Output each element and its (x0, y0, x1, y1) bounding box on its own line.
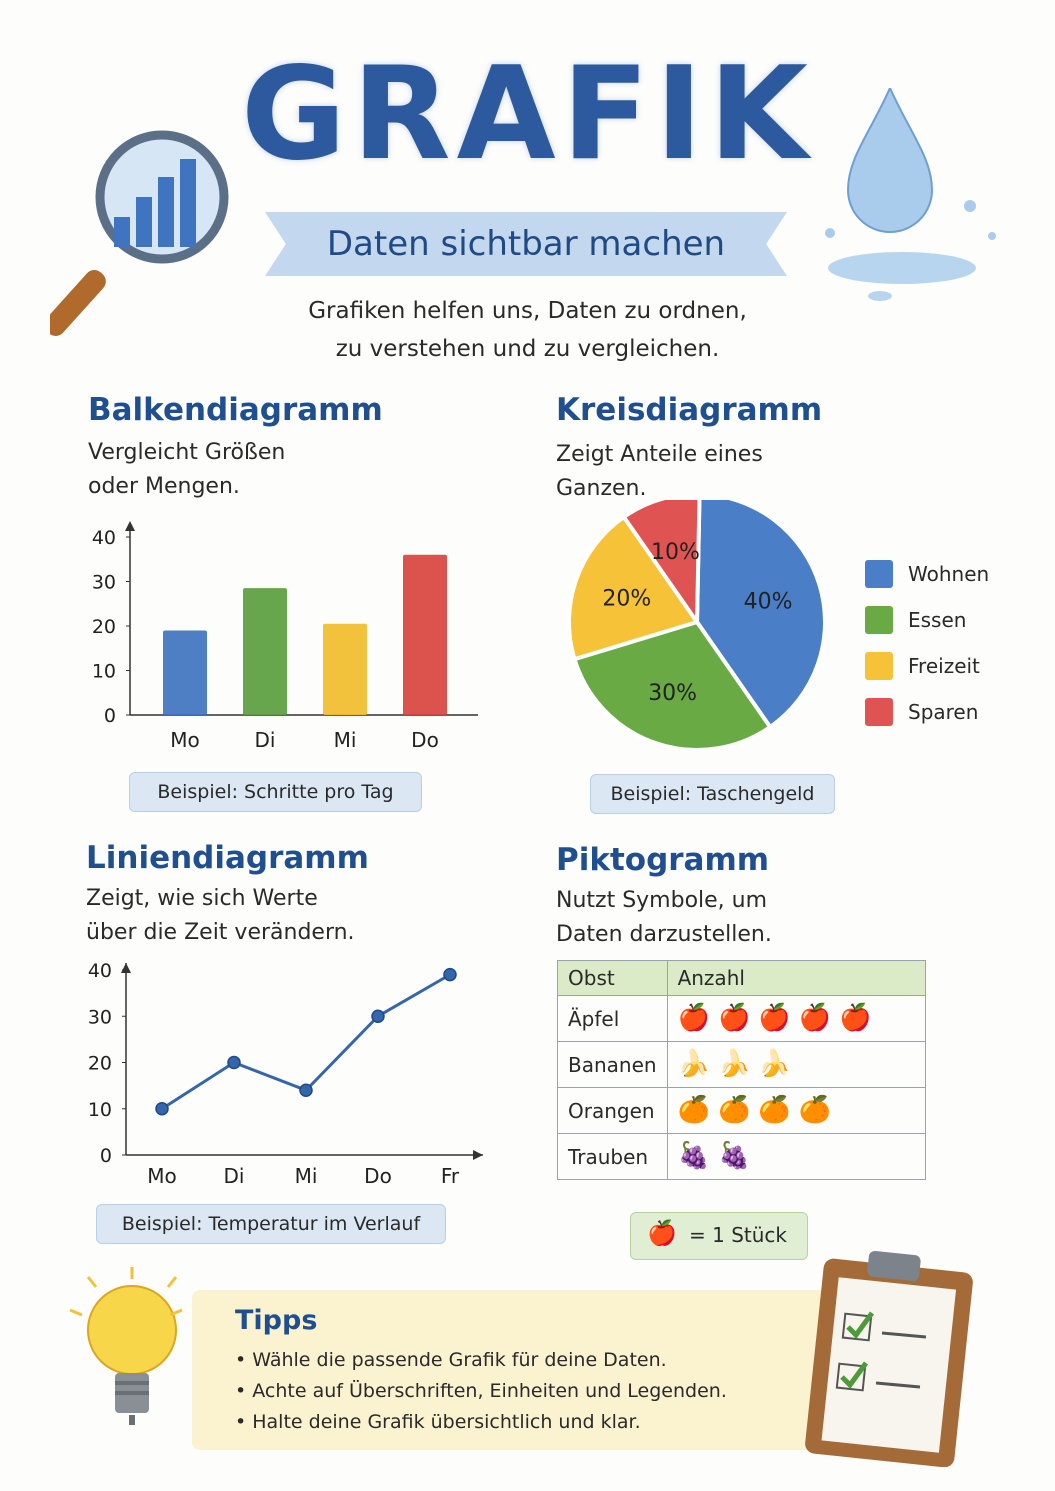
legend-swatch (865, 606, 893, 634)
fruit-symbols (667, 1088, 925, 1134)
table-row (558, 1088, 926, 1134)
x-tick-label: Mi (333, 728, 357, 752)
legend-label: Essen (908, 608, 967, 632)
legend-label: Sparen (908, 700, 979, 724)
bar-chart (80, 515, 490, 760)
y-tick-label: 20 (91, 616, 116, 638)
data-point (444, 969, 456, 981)
banana-icon: 🍌 (717, 1049, 751, 1079)
picto-heading: Piktogramm (556, 842, 770, 878)
fruit-name: Bananen (558, 1042, 668, 1088)
data-point (372, 1010, 384, 1022)
apple-icon: 🍎 (839, 1003, 872, 1033)
intro-line-1: Grafiken helfen uns, Daten zu ordnen, (308, 298, 747, 324)
bar-desc-line-1: Vergleicht Größen (88, 440, 286, 465)
col-header-fruit: Obst (558, 961, 668, 996)
x-tick-label: Fr (440, 1164, 460, 1188)
pie-value-label: 20% (602, 586, 652, 612)
y-tick-label: 40 (91, 527, 116, 549)
bar-example-label: Beispiel: Schritte pro Tag (129, 772, 422, 812)
x-tick-label: Mi (294, 1164, 318, 1188)
y-tick-label: 10 (91, 660, 116, 683)
apple-icon: 🍎 (677, 1003, 710, 1033)
y-axis-arrow (125, 521, 135, 531)
bar-description (88, 436, 408, 504)
grapes-icon: 🍇 (677, 1141, 710, 1171)
x-tick-label: Do (411, 728, 439, 752)
y-tick-label: 30 (87, 1006, 112, 1029)
apple-icon: 🍎 (717, 1003, 751, 1033)
y-tick-label: 20 (87, 1052, 112, 1075)
tips-title: Tipps (235, 1305, 318, 1336)
line-heading: Liniendiagramm (86, 840, 369, 876)
x-tick-label: Di (254, 728, 276, 752)
data-point (300, 1084, 312, 1096)
pie-description (556, 438, 876, 506)
apple-icon: 🍎 (798, 1003, 832, 1033)
orange-icon: 🍊 (758, 1095, 791, 1125)
x-tick-label: Mo (170, 728, 200, 752)
legend-label: Wohnen (908, 562, 990, 586)
x-tick-label: Di (223, 1164, 245, 1188)
line-example-label: Beispiel: Temperatur im Verlauf (96, 1204, 446, 1244)
legend-swatch (865, 560, 893, 588)
pictogram-table (557, 960, 926, 1180)
legend-swatch (865, 652, 893, 680)
legend-swatch (865, 698, 893, 726)
lightbulb-icon (60, 1265, 190, 1440)
pie-value-label: 30% (648, 681, 698, 707)
intro-text (0, 292, 1055, 368)
pie-value-label: 40% (743, 589, 793, 615)
y-tick-label: 10 (87, 1098, 112, 1121)
fruit-name: Äpfel (558, 996, 668, 1042)
fruit-symbols (667, 996, 925, 1042)
intro-line-2: zu verstehen und zu vergleichen. (335, 336, 720, 362)
picto-desc-line-1: Nutzt Symbole, um (556, 888, 768, 913)
apple-icon: 🍎 (647, 1219, 677, 1247)
fruit-symbols (667, 1042, 925, 1088)
bar-heading: Balkendiagramm (88, 392, 383, 428)
bar (403, 555, 447, 715)
pictogram-body (558, 996, 926, 1180)
y-tick-label: 0 (103, 705, 116, 727)
y-axis-arrow (121, 963, 131, 973)
clipboard-icon (800, 1245, 980, 1467)
banana-icon: 🍌 (677, 1049, 710, 1079)
line-desc-line-2: über die Zeit verändern. (86, 920, 355, 945)
grapes-icon: 🍇 (717, 1141, 751, 1171)
pie-chart (560, 500, 840, 760)
x-tick-label: Mo (147, 1164, 177, 1188)
bar (243, 588, 287, 715)
tip-item: • Achte auf Überschriften, Einheiten und Legenden. (235, 1376, 727, 1407)
data-point (228, 1057, 240, 1069)
bar (323, 624, 367, 715)
pie-heading: Kreisdiagramm (556, 392, 823, 428)
pie-desc-line-1: Zeigt Anteile eines (556, 442, 763, 467)
y-tick-label: 30 (91, 571, 116, 594)
table-row (558, 1134, 926, 1180)
orange-icon: 🍊 (717, 1095, 751, 1125)
y-tick-label: 0 (99, 1145, 112, 1167)
table-row (558, 996, 926, 1042)
pictogram-header-row (558, 961, 926, 996)
bar (163, 630, 207, 715)
tip-item: • Wähle die passende Grafik für deine Daten. (235, 1345, 727, 1376)
apple-icon: 🍎 (758, 1003, 791, 1033)
tips-list (235, 1345, 727, 1438)
legend-label: Freizeit (908, 654, 980, 678)
picto-description (556, 884, 876, 952)
pie-example-label: Beispiel: Taschengeld (590, 774, 835, 814)
pictogram-key (630, 1212, 808, 1260)
picto-desc-line-2: Daten darzustellen. (556, 922, 772, 947)
page-title: GRAFIK (241, 40, 814, 189)
orange-icon: 🍊 (677, 1095, 710, 1125)
col-header-count: Anzahl (667, 961, 925, 996)
line-chart (78, 955, 498, 1195)
fruit-name: Orangen (558, 1088, 668, 1134)
line-description (86, 882, 406, 950)
orange-icon: 🍊 (798, 1095, 832, 1125)
pie-desc-line-2: Ganzen. (556, 476, 647, 501)
bar-desc-line-2: oder Mengen. (88, 474, 240, 499)
tip-item: • Halte deine Grafik übersichtlich und klar. (235, 1407, 727, 1438)
page-subtitle: Daten sichtbar machen (326, 224, 726, 264)
table-row (558, 1042, 926, 1088)
pictogram-key-text: = 1 Stück (689, 1223, 787, 1247)
x-axis-arrow (473, 1150, 483, 1160)
banana-icon: 🍌 (758, 1049, 791, 1079)
y-tick-label: 40 (87, 960, 112, 982)
line-desc-line-1: Zeigt, wie sich Werte (86, 886, 318, 911)
fruit-name: Trauben (558, 1134, 668, 1180)
data-point (156, 1103, 168, 1115)
x-tick-label: Do (364, 1164, 392, 1188)
pie-value-label: 10% (651, 539, 700, 565)
fruit-symbols (667, 1134, 925, 1180)
